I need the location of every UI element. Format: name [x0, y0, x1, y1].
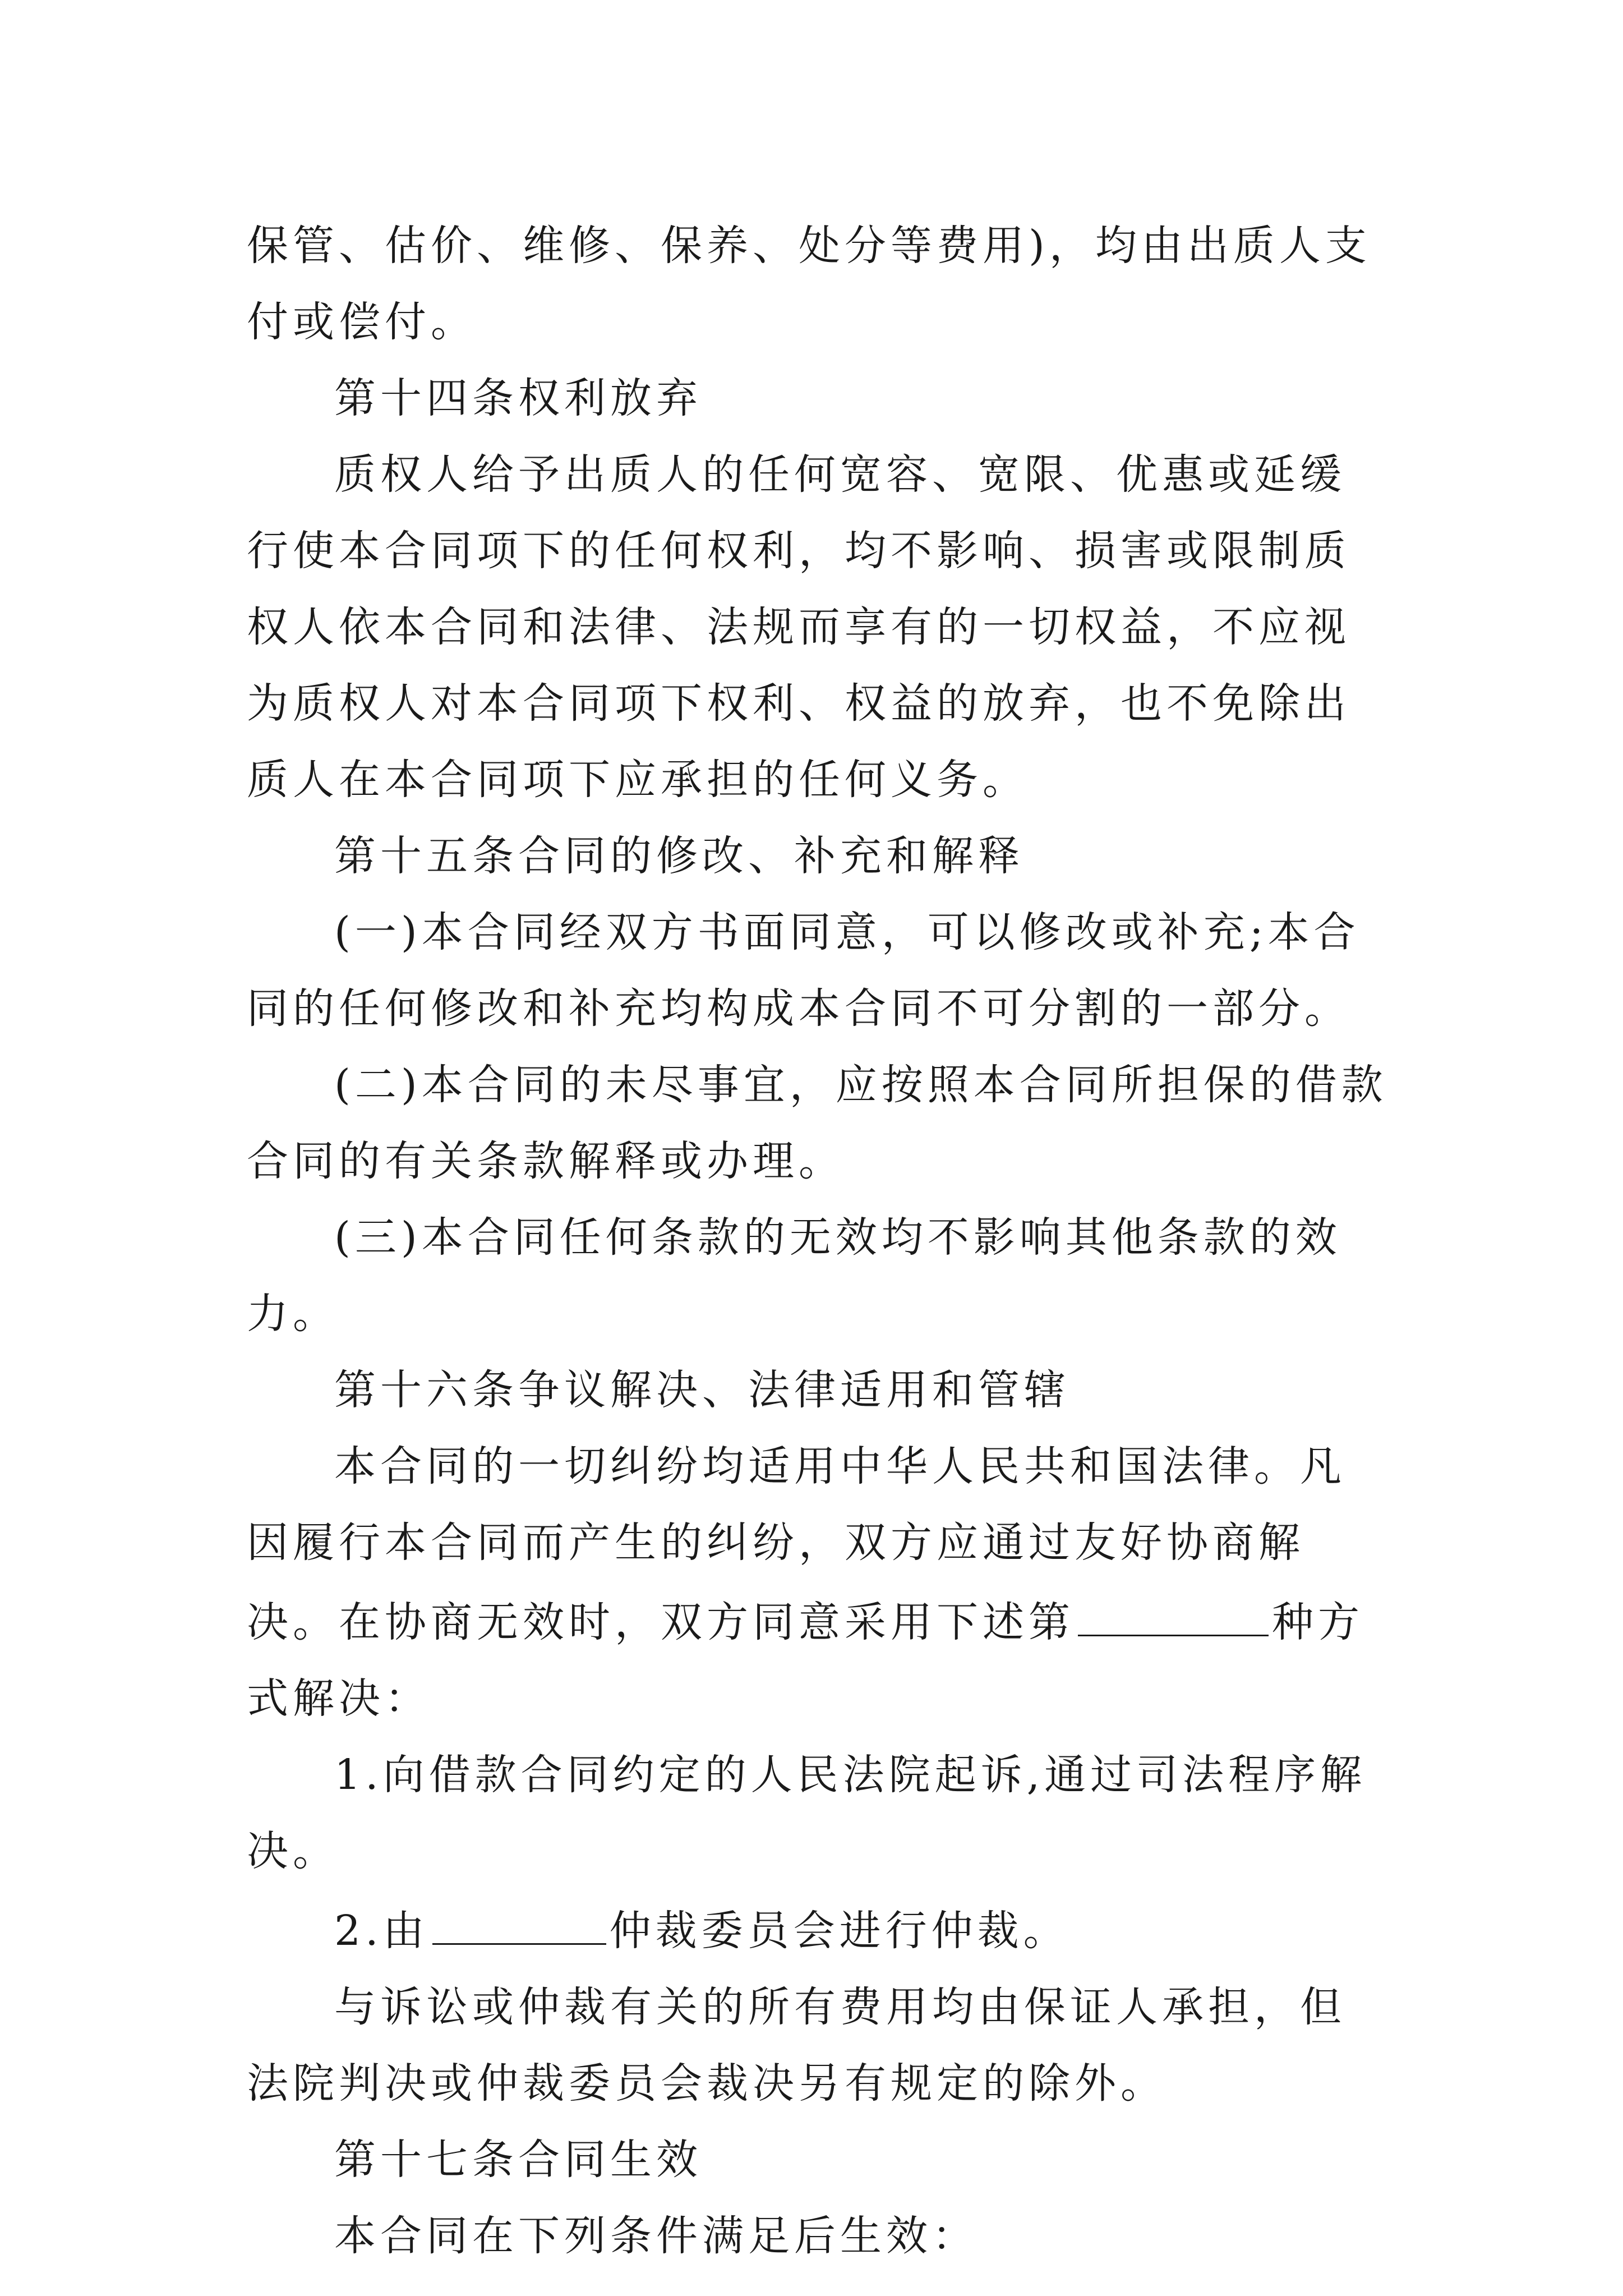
article-16-text: [247, 1428, 1391, 1737]
document-body: [247, 208, 1391, 2274]
article-14-text: 质权人给予出质人的任何宽容、宽限、优惠或延缓行使本合同项下的任何权利，均不影响、损害或限制质权人依本合同和法律、法规而享有的一切权益，不应视为质权人对本合同项下权利、权益的放弃，也不免除出质人在本合同项下应承担的任何义务。: [247, 450, 1350, 804]
article-17-heading: 第十七条合同生效: [334, 2136, 702, 2184]
article-16-option-2: [247, 1889, 1391, 1969]
article-15-heading: 第十五条合同的修改、补充和解释: [334, 832, 1024, 880]
article-15-item-2: (二)本合同的未尽事宜，应按照本合同所担保的借款合同的有关条款解释或办理。: [247, 1061, 1387, 1185]
article-16-text-part-2: 种方式解决：: [247, 1598, 1364, 1723]
article-15-item-3: (三)本合同任何条款的无效均不影响其他条款的效力。: [247, 1213, 1341, 1338]
arbitration-committee-blank: [432, 1889, 606, 1945]
article-16-costs: 与诉讼或仲裁有关的所有费用均由保证人承担，但法院判决或仲裁委员会裁决另有规定的除外。: [247, 1983, 1346, 2108]
article-14-heading: 第十四条权利放弃: [334, 374, 702, 422]
method-number-blank: [1078, 1581, 1269, 1636]
article-16-text-part-1: 本合同的一切纠纷均适用中华人民共和国法律。凡因履行本合同而产生的纠纷，双方应通过友好协商解决。在协商无效时，双方同意采用下述第: [247, 1442, 1346, 1646]
article-16-option-2-part-2: 仲裁委员会进行仲裁。: [609, 1907, 1069, 1955]
article-17-text: 本合同在下列条件满足后生效：: [334, 2212, 978, 2260]
article-16-heading: 第十六条争议解决、法律适用和管辖: [334, 1366, 1070, 1414]
paragraph-continuation: 保管、估价、维修、保养、处分等费用)，均由出质人支付或偿付。: [247, 222, 1371, 346]
article-15-item-1: (一)本合同经双方书面同意，可以修改或补充;本合同的任何修改和补充均构成本合同不可分割的一部分。: [247, 908, 1360, 1033]
article-16-option-2-part-1: 2.由: [334, 1907, 429, 1955]
article-16-option-1: 1.向借款合同约定的人民法院起诉,通过司法程序解决。: [247, 1751, 1367, 1875]
